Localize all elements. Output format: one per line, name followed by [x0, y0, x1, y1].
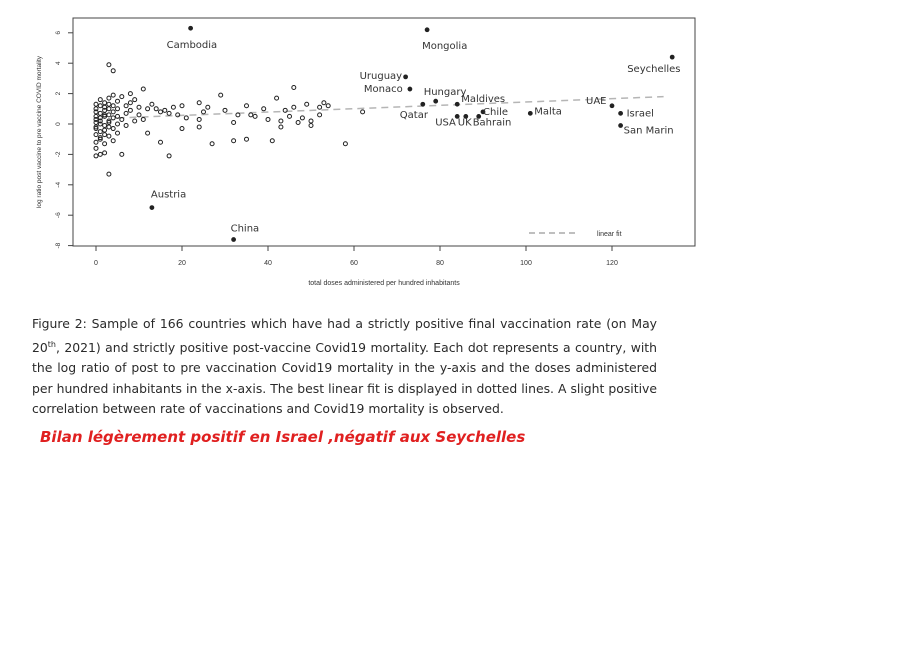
point-cambodia	[189, 26, 193, 30]
data-point	[197, 101, 201, 105]
label-uk: UK	[457, 117, 472, 129]
data-point	[94, 154, 98, 158]
y-tick-label: 4	[55, 61, 62, 66]
data-point	[98, 130, 102, 134]
axis-layer	[55, 31, 618, 267]
data-point	[163, 108, 167, 112]
data-point	[154, 107, 158, 111]
data-point	[116, 99, 120, 103]
data-point	[107, 134, 111, 138]
data-point	[288, 114, 292, 118]
data-point	[343, 142, 347, 146]
data-point	[98, 152, 102, 156]
data-point	[283, 108, 287, 112]
labels-layer	[150, 26, 681, 241]
point-uruguay	[404, 75, 408, 79]
label-hungary: Hungary	[423, 87, 467, 99]
data-point	[94, 102, 98, 106]
data-point	[103, 128, 107, 132]
data-point	[279, 119, 283, 123]
label-usa: USA	[435, 117, 456, 129]
data-point	[206, 105, 210, 109]
data-point	[111, 69, 115, 73]
data-point	[296, 120, 300, 124]
point-malta	[528, 111, 532, 115]
label-bahrain: Bahrain	[472, 117, 512, 129]
data-point	[361, 110, 365, 114]
y-tick-label: -8	[55, 242, 62, 249]
data-point	[318, 113, 322, 117]
scatter-chart	[0, 0, 911, 300]
data-point	[94, 133, 98, 137]
y-tick-label: -4	[55, 181, 62, 188]
plot-frame	[73, 18, 695, 246]
x-axis-label: total doses administered per hundred inhabitants	[308, 280, 460, 287]
data-point	[180, 127, 184, 131]
data-point	[107, 125, 111, 129]
point-monaco	[408, 87, 412, 91]
data-point	[223, 108, 227, 112]
data-point	[124, 124, 128, 128]
x-tick-label: 120	[606, 260, 618, 267]
data-point	[103, 133, 107, 137]
label-qatar: Qatar	[399, 110, 428, 122]
data-point	[116, 107, 120, 111]
label-uae: UAE	[586, 95, 607, 107]
label-seychelles: Seychelles	[627, 64, 681, 76]
caption-text-part1: Figure 2: Sample of 166 countries which have had a strictly positive final vaccination rate (on May 20	[32, 316, 657, 355]
data-point	[232, 120, 236, 124]
data-point	[253, 114, 257, 118]
data-point	[300, 116, 304, 120]
data-point	[180, 104, 184, 108]
data-point	[275, 96, 279, 100]
data-point	[202, 110, 206, 114]
data-point	[107, 113, 111, 117]
label-austria: Austria	[150, 189, 187, 201]
data-point	[103, 124, 107, 128]
legend-label: linear fit	[597, 231, 622, 238]
label-monaco: Monaco	[363, 84, 403, 96]
x-tick-label: 0	[94, 260, 98, 267]
data-point	[107, 172, 111, 176]
y-tick-label: 0	[55, 122, 62, 126]
label-uruguay: Uruguay	[359, 70, 403, 82]
data-point	[107, 96, 111, 100]
y-tick-label: -2	[55, 151, 62, 158]
label-san-marin: San Marin	[623, 125, 674, 137]
data-point	[124, 111, 128, 115]
data-point	[107, 102, 111, 106]
point-hungary	[434, 99, 438, 103]
data-point	[219, 93, 223, 97]
point-mongolia	[425, 28, 429, 32]
label-malta: Malta	[534, 106, 562, 118]
data-point	[159, 140, 163, 144]
data-point	[103, 142, 107, 146]
points-layer	[94, 63, 365, 176]
point-seychelles	[670, 55, 674, 59]
y-axis-label: log ratio post vaccine to pre vaccine COVID mortality	[36, 55, 43, 209]
point-china	[232, 238, 236, 242]
data-point	[171, 105, 175, 109]
point-austria	[150, 206, 154, 210]
data-point	[107, 107, 111, 111]
data-point	[133, 98, 137, 102]
data-point	[133, 119, 137, 123]
data-point	[111, 110, 115, 114]
data-point	[266, 117, 270, 121]
data-point	[120, 95, 124, 99]
data-point	[94, 140, 98, 144]
data-point	[309, 124, 313, 128]
data-point	[111, 116, 115, 120]
data-point	[98, 98, 102, 102]
data-point	[111, 139, 115, 143]
linear-fit-line	[118, 97, 664, 118]
data-point	[146, 131, 150, 135]
annotation-note: Bilan légèrement positif en Israel ,négatif aux Seychelles	[40, 428, 526, 446]
x-tick-label: 80	[436, 260, 444, 267]
figure-caption	[32, 314, 657, 420]
label-mongolia: Mongolia	[422, 40, 468, 52]
data-point	[150, 102, 154, 106]
data-point	[326, 104, 330, 108]
y-tick-label: -6	[55, 212, 62, 219]
data-point	[309, 119, 313, 123]
data-point	[111, 127, 115, 131]
point-qatar	[421, 102, 425, 106]
data-point	[159, 110, 163, 114]
data-point	[210, 142, 214, 146]
y-tick-label: 6	[55, 30, 62, 35]
data-point	[197, 117, 201, 121]
label-cambodia: Cambodia	[166, 40, 218, 52]
x-tick-label: 40	[264, 260, 272, 267]
point-san-marin	[619, 124, 623, 128]
data-point	[292, 86, 296, 90]
data-point	[146, 107, 150, 111]
data-point	[318, 105, 322, 109]
point-israel	[619, 111, 623, 115]
data-point	[128, 101, 132, 105]
data-point	[103, 101, 107, 105]
data-point	[279, 125, 283, 129]
data-point	[111, 104, 115, 108]
x-tick-label: 20	[178, 260, 186, 267]
data-point	[141, 117, 145, 121]
y-tick-label: 2	[55, 91, 62, 96]
data-point	[245, 104, 249, 108]
data-point	[116, 122, 120, 126]
data-point	[197, 125, 201, 129]
label-maldives: Maldives	[461, 94, 506, 106]
data-point	[103, 151, 107, 155]
point-maldives	[455, 102, 459, 106]
data-point	[128, 92, 132, 96]
label-china: China	[230, 223, 260, 235]
data-point	[167, 154, 171, 158]
data-point	[305, 102, 309, 106]
data-point	[245, 137, 249, 141]
legend	[529, 231, 622, 238]
data-point	[124, 104, 128, 108]
caption-text-part2: , 2021) and strictly positive post-vaccine Covid19 mortality. Each dot represents a country, with the log ratio of post to pre vaccination Covid19 mortality in the y-axis and the doses administered per hundred inhabitants in the x-axis. The best linear fit is displayed in dotted lines. A slight positive correlation between rate of vaccinations and Covid19 mortality is observed.	[32, 339, 657, 417]
data-point	[128, 108, 132, 112]
data-point	[167, 111, 171, 115]
data-point	[322, 101, 326, 105]
data-point	[270, 139, 274, 143]
data-point	[141, 87, 145, 91]
label-israel: Israel	[626, 108, 654, 120]
point-uae	[610, 104, 614, 108]
x-tick-label: 100	[520, 260, 532, 267]
data-point	[249, 113, 253, 117]
data-point	[137, 105, 141, 109]
data-point	[94, 146, 98, 150]
fit-line-layer	[118, 97, 664, 118]
data-point	[107, 63, 111, 67]
data-point	[184, 116, 188, 120]
caption-superscript: th	[47, 339, 56, 349]
data-point	[116, 131, 120, 135]
data-point	[111, 93, 115, 97]
data-point	[120, 152, 124, 156]
data-point	[232, 139, 236, 143]
label-chile: Chile	[483, 106, 509, 118]
data-point	[98, 111, 102, 115]
data-point	[262, 107, 266, 111]
data-point	[292, 105, 296, 109]
data-point	[98, 104, 102, 108]
data-point	[137, 113, 141, 117]
x-tick-label: 60	[350, 260, 358, 267]
